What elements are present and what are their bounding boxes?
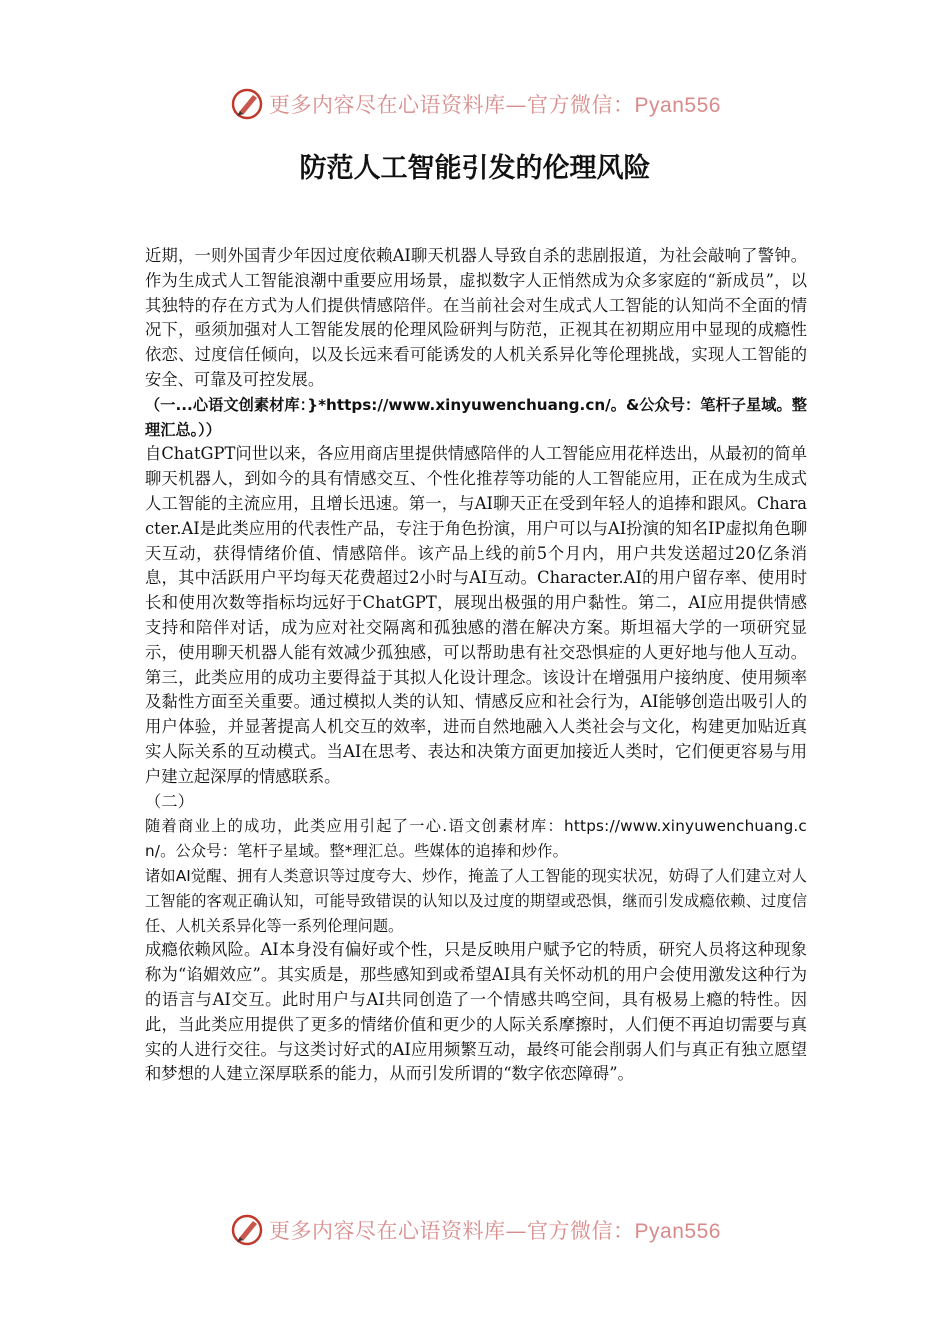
header-banner — [0, 84, 950, 124]
paragraph-section-one: 自ChatGPT问世以来，各应用商店里提供情感陪伴的人工智能应用花样迭出，从最初的简单聊天机器人，到如今的具有情感交互、个性化推荐等功能的人工智能应用，正在成为生成式人工智能的主流应用，且增长迅速。第一，与AI聊天正在受到年轻人的追捧和跟风。Character.AI是此类应用的代表性产品，专注于角色扮演，用户可以与AI扮演的知名IP虚拟角色聊天互动，获得情绪价值、情感陪伴。该产品上线的前5个月内，用户共发送超过20亿条消息，其中活跃用户平均每天花费超过2小时与AI互动。Character.AI的用户留存率、使用时长和使用次数等指标均远好于ChatGPT，展现出极强的用户黏性。第二，AI应用提供情感支持和陪伴对话，成为应对社交隔离和孤独感的潜在解决方案。斯坦福大学的一项研究显示，使用聊天机器人能有效减少孤独感，可以帮助患有社交恐惧症的人更好地与他人互动。第三，此类应用的成功主要得益于其拟人化设计理念。该设计在增强用户接纳度、使用频率及黏性方面至关重要。通过模拟人类的认知、情感反应和社会行为，AI能够创造出吸引人的用户体验，并显著提高人机交互的效率，进而自然地融入人类社会与文化，构建更加贴近真实人际关系的互动模式。当AI在思考、表达和决策方面更加接近人类时，它们便更容易与用户建立起深厚的情感联系。 — [145, 444, 807, 786]
footer-banner — [0, 1210, 950, 1250]
banner-handle: Pyan556 — [634, 94, 721, 117]
banner-text: 更多内容尽在心语资料库—官方微信：Pyan556 — [269, 1219, 721, 1243]
banner-text: 更多内容尽在心语资料库—官方微信：Pyan556 — [269, 93, 721, 117]
article-body — [145, 244, 807, 1087]
section-one-heading: （一...心语文创素材库：}*https://www.xinyuwenchuang.cn/。&公众号：笔杆子星域。整理汇总。）） — [145, 395, 807, 439]
paragraph-intro: 近期，一则外国青少年因过度依赖AI聊天机器人导致自杀的悲剧报道，为社会敲响了警钟。作为生成式人工智能浪潮中重要应用场景，虚拟数字人正悄然成为众多家庭的“新成员”，以其独特的存在方式为人们提供情感陪伴。在当前社会对生成式人工智能的认知尚不全面的情况下，亟须加强对人工智能发展的伦理风险研判与防范，正视其在初期应用中显现的成瘾性依恋、过度信任倾向，以及长远来看可能诱发的人机关系异化等伦理挑战，实现人工智能的安全、可靠及可控发展。 — [145, 246, 807, 389]
paragraph-section-two-lead: 随着商业上的成功，此类应用引起了一心.语文创素材库：https://www.xinyuwenchuang.cn/。公众号：笔杆子星域。整*理汇总。些媒体的追捧和炒作。 — [145, 817, 807, 861]
paragraph-section-two-body: 诸如AI觉醒、拥有人类意识等过度夸大、炒作，掩盖了人工智能的现实状况，妨碍了人们建立对人工智能的客观正确认知，可能导致错误的认知以及过度的期望或恐惧，继而引发成瘾依赖、过度信任、人机关系异化等一系列伦理问题。 — [145, 866, 807, 935]
page-title: 防范人工智能引发的伦理风险 — [299, 153, 651, 184]
banner-handle: Pyan556 — [634, 1220, 721, 1243]
section-two-heading: （二） — [145, 791, 194, 811]
paragraph-addiction-risk: 成瘾依赖风险。AI本身没有偏好或个性，只是反映用户赋予它的特质，研究人员将这种现象称为“谄媚效应”。其实质是，那些感知到或希望AI具有关怀动机的用户会使用激发这种行为的语言与AI交互。此时用户与AI共同创造了一个情感共鸣空间，具有极易上瘾的特性。因此，当此类应用提供了更多的情绪价值和更少的人际关系摩擦时，人们便不再迫切需要与真实的人进行交往。与这类讨好式的AI应用频繁互动，最终可能会削弱人们与真正有独立愿望和梦想的人建立深厚联系的能力，从而引发所谓的“数字依恋障碍”。 — [145, 940, 807, 1084]
pen-logo-icon — [229, 1212, 265, 1248]
pen-logo-icon — [229, 86, 265, 122]
